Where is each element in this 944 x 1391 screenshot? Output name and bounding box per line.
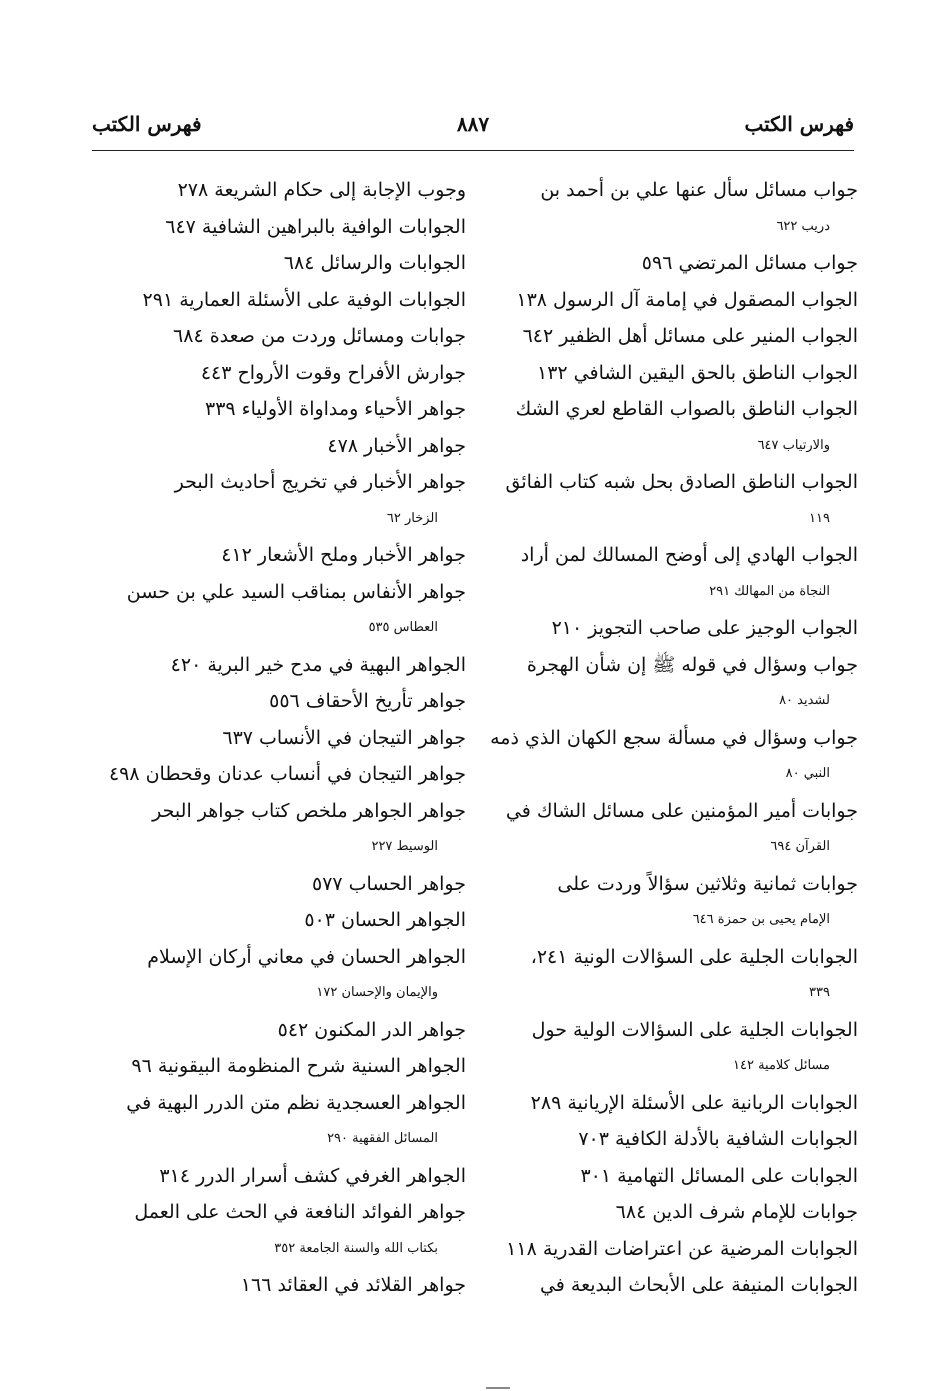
entry-title: الجوابات الوافية بالبراهين الشافية ٦٤٧ [165, 215, 466, 238]
index-entry [480, 1194, 858, 1231]
entry-title: الجوابات المنيفة على الأبحاث البديعة في [539, 1274, 858, 1296]
entry-title: الجواب الناطق بالصواب القاطع لعري الشك [515, 398, 858, 420]
index-entry [480, 1267, 858, 1304]
entry-title: جواهر الفوائد النافعة في الحث على العمل [134, 1201, 466, 1223]
index-entry [80, 209, 466, 246]
entry-continuation: مسائل كلامية ١٤٢ [732, 1058, 830, 1073]
index-entry [480, 793, 858, 866]
index-entry [80, 1012, 466, 1049]
entry-title: جواب وسؤال في مسألة سجع الكهان الذي ذمه [490, 726, 858, 749]
index-entry [80, 172, 466, 209]
entry-continuation: النجاة من المهالك ٢٩١ [709, 583, 830, 599]
entry-title: جوابات للإمام شرف الدين ٦٨٤ [615, 1201, 858, 1223]
entry-title: الجوابات الشافية بالأدلة الكافية ٧٠٣ [578, 1128, 858, 1150]
running-title-left: فهرس الكتب [92, 112, 202, 136]
index-entry [80, 464, 466, 537]
entry-title: الجواب المنير على مسائل أهل الظفير ٦٤٢ [522, 325, 858, 347]
index-entry [480, 647, 858, 720]
entry-title: الجوابات والرسائل ٦٨٤ [283, 252, 466, 274]
index-column-right [480, 172, 858, 1304]
index-entry [80, 391, 466, 428]
page-number: ٨٨٧ [456, 112, 490, 136]
entry-continuation: ١١٩ [809, 510, 830, 526]
entry-title: جواهر التيجان في أنساب عدنان وقحطان ٤٩٨ [108, 763, 466, 785]
index-entry [480, 610, 858, 647]
entry-continuation: بكتاب الله والسنة الجامعة ٣٥٢ [274, 1240, 438, 1256]
index-entry [80, 1267, 466, 1304]
entry-title: جوابات أمير المؤمنين على مسائل الشاك في [505, 799, 858, 822]
entry-title: الجوابات الجلية على السؤالات الونية ٢٤١، [530, 945, 858, 968]
index-entry [480, 1158, 858, 1195]
index-entry [80, 574, 466, 647]
index-column-left [80, 172, 466, 1304]
index-entry [480, 391, 858, 464]
index-entry [480, 1121, 858, 1158]
page-header [92, 112, 854, 148]
index-entry [80, 793, 466, 866]
index-entry [80, 537, 466, 574]
entry-title: جوارش الأفراح وقوت الأرواح ٤٤٣ [200, 361, 466, 384]
entry-title: الجواهر العسجدية نظم متن الدرر البهية في [126, 1091, 466, 1114]
entry-title: جواهر الدر المكنون ٥٤٢ [277, 1018, 466, 1041]
entry-title: جواهر الحساب ٥٧٧ [311, 872, 466, 895]
index-entry [480, 355, 858, 392]
entry-title: الجوابات الربانية على الأسئلة الإريانية ٢٨٩ [530, 1091, 858, 1114]
entry-title: جواهر الجواهر ملخص كتاب جواهر البحر [152, 799, 466, 822]
entry-title: جواهر تأريخ الأحقاف ٥٥٦ [269, 690, 466, 712]
index-entry [80, 428, 466, 465]
entry-title: الجواهر البهية في مدح خير البرية ٤٢٠ [170, 653, 466, 676]
index-entry [480, 318, 858, 355]
index-entry [80, 720, 466, 757]
entry-title: جواهر الأنفاس بمناقب السيد علي بن حسن [126, 580, 466, 603]
entry-title: الجواهر السنية شرح المنظومة البيقونية ٩٦ [131, 1055, 466, 1077]
index-entry [80, 282, 466, 319]
index-entry [80, 866, 466, 903]
entry-continuation: لشديد ٨٠ [779, 693, 830, 708]
entry-continuation: المسائل الفقهية ٢٩٠ [327, 1131, 438, 1146]
index-entry [480, 1085, 858, 1122]
index-entry [80, 1158, 466, 1195]
entry-title: جواب مسائل المرتضي ٥٩٦ [641, 252, 858, 274]
entry-continuation: النبي ٨٠ [785, 766, 830, 781]
entry-title: جواب مسائل سأل عنها علي بن أحمد بن [540, 179, 858, 201]
entry-continuation: الوسيط ٢٢٧ [371, 839, 438, 854]
index-entry [80, 245, 466, 282]
entry-title: جواهر القلائد في العقائد ١٦٦ [240, 1274, 466, 1296]
entry-title: الجواب الناطق بالحق اليقين الشافي ١٣٢ [536, 361, 858, 384]
entry-title: الجواب الهادي إلى أوضح المسالك لمن أراد [520, 544, 858, 566]
entry-title: جواهر الأخبار في تخريج أحاديث البحر [174, 471, 466, 493]
entry-title: جواهر التيجان في الأنساب ٦٣٧ [222, 726, 466, 749]
index-entry [80, 355, 466, 392]
entry-continuation: دريب ٦٢٢ [776, 218, 830, 234]
entry-title: الجوابات الجلية على السؤالات الولية حول [531, 1018, 858, 1041]
entry-title: جواهر الأحياء ومداواة الأولياء ٣٣٩ [205, 398, 466, 420]
index-entry [80, 1085, 466, 1158]
index-entry [480, 1012, 858, 1085]
entry-continuation: الإمام يحيى بن حمزة ٦٤٦ [692, 912, 830, 927]
index-entry [480, 537, 858, 610]
entry-continuation: القرآن ٦٩٤ [770, 839, 830, 854]
entry-continuation: الزخار ٦٢ [386, 510, 438, 526]
index-entry [80, 939, 466, 1012]
entry-title: جوابات ثمانية وثلاثين سؤالاً وردت على [557, 872, 858, 895]
index-entry [80, 1048, 466, 1085]
entry-title: الجوابات المرضية عن اعتراضات القدرية ١١٨ [506, 1237, 858, 1260]
index-entry [480, 245, 858, 282]
entry-continuation: العطاس ٥٣٥ [368, 620, 438, 635]
entry-title: جوابات ومسائل وردت من صعدة ٦٨٤ [173, 325, 466, 347]
header-rule [92, 150, 854, 151]
entry-title: الجوابات الوفية على الأسئلة العمارية ٢٩١ [142, 288, 466, 311]
index-entry [80, 756, 466, 793]
entry-continuation: والإيمان والإحسان ١٧٢ [316, 985, 438, 1000]
entry-continuation: ٣٣٩ [809, 985, 830, 1000]
index-entry [80, 647, 466, 684]
index-entry [480, 464, 858, 537]
entry-title: وجوب الإجابة إلى حكام الشريعة ٢٧٨ [177, 179, 466, 201]
index-entry [480, 866, 858, 939]
index-entry [480, 720, 858, 793]
index-entry [80, 318, 466, 355]
footer-mark [486, 1387, 510, 1389]
entry-title: الجواب الوجيز على صاحب التجويز ٢١٠ [551, 617, 858, 639]
running-title-right: فهرس الكتب [744, 112, 854, 136]
entry-title: جواب وسؤال في قوله ﷺ إن شأن الهجرة [526, 653, 858, 676]
entry-title: الجواهر الحسان ٥٠٣ [304, 909, 466, 931]
index-entry [480, 939, 858, 1012]
entry-title: الجواهر الحسان في معاني أركان الإسلام [147, 945, 466, 968]
entry-title: الجواب المصقول في إمامة آل الرسول ١٣٨ [516, 288, 858, 311]
index-entry [480, 282, 858, 319]
index-entry [480, 172, 858, 245]
entry-continuation: والارتياب ٦٤٧ [757, 437, 830, 453]
index-entry [80, 683, 466, 720]
index-entry [80, 1194, 466, 1267]
entry-title: الجواهر الغرفي كشف أسرار الدرر ٣١٤ [159, 1164, 466, 1187]
entry-title: جواهر الأخبار ٤٧٨ [327, 434, 466, 457]
entry-title: الجوابات على المسائل التهامية ٣٠١ [580, 1164, 858, 1187]
index-entry [480, 1231, 858, 1268]
entry-title: الجواب الناطق الصادق بحل شبه كتاب الفائق [505, 471, 858, 493]
index-entry [80, 902, 466, 939]
entry-title: جواهر الأخبار وملح الأشعار ٤١٢ [221, 544, 466, 566]
